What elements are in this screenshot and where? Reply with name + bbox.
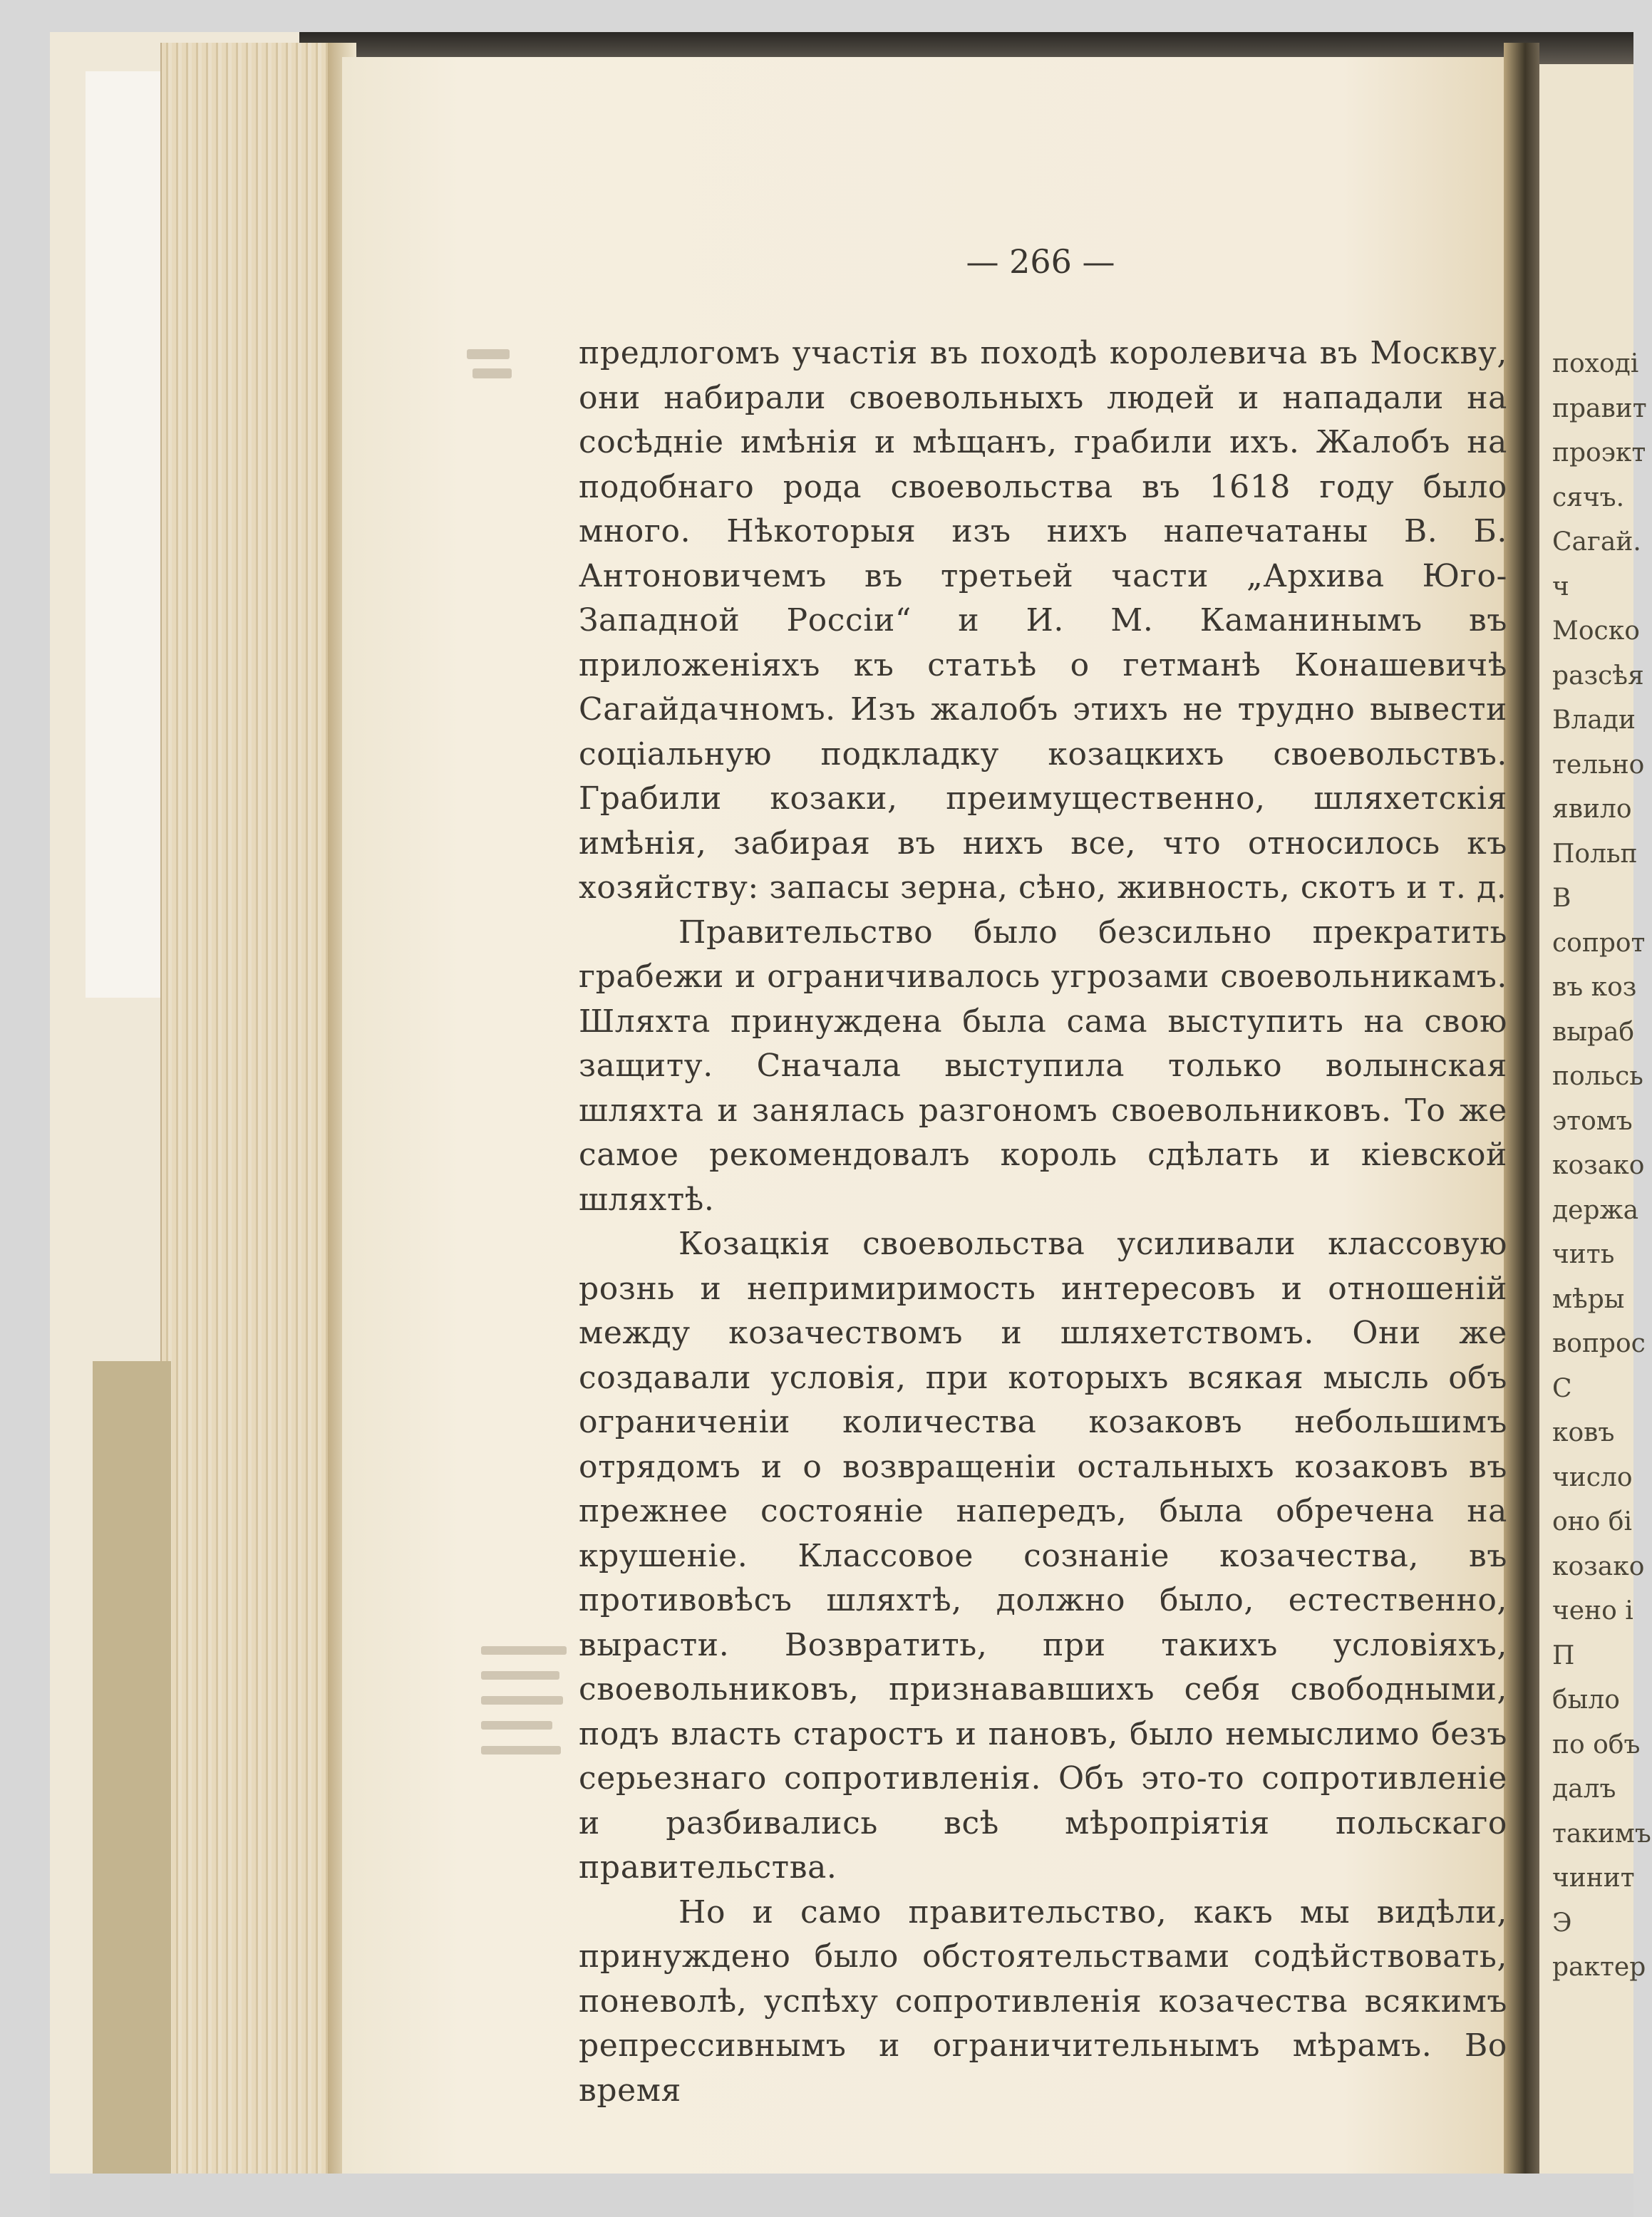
facing-page-line: Польп (1552, 839, 1638, 869)
facing-page-line: Влади (1552, 706, 1636, 735)
facing-page-line: такимъ (1552, 1819, 1651, 1849)
paragraph: Козацкія своевольства усиливали классовую рознь и непримиримость интересовъ и отношеній между козачествомъ и шляхетствомъ. Они же создавали условія, при которыхъ всякая мысль объ ограниченіи количества козаковъ небольшимъ отрядомъ и о возвращеніи остальныхъ козаковъ въ прежнее состояніе напередъ, была обречена на крушеніе. Классовое сознаніе козачества, въ противовѣсъ шляхтѣ, должно было, естественно, вырасти. Возвратить, при такихъ условіяхъ, своевольниковъ, признававшихъ себя свободными, подъ власть старостъ и пановъ, было немыслимо безъ серьезнаго сопротивленія. Объ это-то сопротивленіе и разбивались всѣ мѣропріятія польскаго правительства. (579, 1226, 1507, 1886)
paragraph: Но и само правительство, какъ мы видѣли, принуждено было обстоятельствами содѣйствовать, поневолѣ, успѣху сопротивленія козачества всякимъ репрессивнымъ и ограничительнымъ мѣрамъ. Во время (579, 1893, 1507, 2109)
facing-page-line: мѣры (1552, 1284, 1625, 1314)
facing-page-line: оно бі (1552, 1507, 1632, 1536)
facing-page-line: чить (1552, 1240, 1615, 1269)
paragraph: предлогомъ участія въ походѣ королевича въ Москву, они набирали своевольныхъ людей и нападали на сосѣдніе имѣнія и мѣщанъ, грабили ихъ. Жалобъ на подобнаго рода своевольства въ 1618 году было много. Нѣкоторыя изъ нихъ напечатаны В. Б. Антоновичемъ въ третьей части „Архива Юго-Западной Россіи“ и И. М. Каманинымъ въ приложеніяхъ къ статьѣ о гетманѣ Конашевичѣ Сагайдачномъ. Изъ жалобъ этихъ не трудно вывести соціальную подкладку козацкихъ своевольствъ. Грабили козаки, преимущественно, шляхетскія имѣнія, забирая въ нихъ все, что относилось къ хозяйству: запасы зерна, сѣно, живность, скотъ и т. д. (579, 335, 1507, 906)
facing-page-line: разсѣя (1552, 661, 1644, 691)
left-background-paper (86, 71, 171, 998)
facing-page-line: было (1552, 1685, 1620, 1715)
facing-page-line: Сагай. (1552, 527, 1641, 557)
facing-page-line: число (1552, 1462, 1633, 1492)
facing-page-line: чинит (1552, 1864, 1635, 1893)
facing-page-line: правит (1552, 393, 1647, 423)
margin-bleedthrough-mark (467, 346, 517, 388)
page-body (579, 331, 1507, 2113)
facing-page-line: П (1552, 1640, 1575, 1670)
margin-bleedthrough-mark (481, 1639, 570, 1782)
facing-page-line: въ коз (1552, 973, 1637, 1002)
facing-page-line: чено і (1552, 1596, 1633, 1626)
facing-page-line: В (1552, 884, 1571, 913)
paragraph: Правительство было безсильно прекратить грабежи и ограничивалось угрозами своевольникамъ. Шляхта принуждена была сама выступить на свою защиту. Сначала выступила только волынская шляхта и занялась разгономъ своевольниковъ. То же самое рекомендовалъ король сдѣлать и кіевской шляхтѣ. (579, 914, 1507, 1218)
facing-page-line: явило (1552, 795, 1632, 824)
facing-page-line: польсь (1552, 1062, 1643, 1091)
book-page-edges (160, 43, 347, 2174)
facing-page-line: этомъ (1552, 1106, 1633, 1136)
facing-page-line: рактер (1552, 1953, 1646, 1982)
book-gutter (1504, 43, 1539, 2177)
facing-page-line: по объ (1552, 1730, 1641, 1759)
facing-page-line: С (1552, 1373, 1572, 1403)
facing-page-line: поході (1552, 349, 1639, 378)
facing-page-line: сопрот (1552, 928, 1646, 958)
facing-page-line: Моско (1552, 616, 1640, 646)
facing-page-line: тельно (1552, 750, 1645, 780)
facing-page-line: далъ (1552, 1774, 1616, 1804)
facing-page-line: выраб (1552, 1017, 1635, 1047)
facing-page-line: сячъ. (1552, 482, 1625, 512)
facing-page-line: держа (1552, 1195, 1639, 1225)
facing-page-line: ч (1552, 572, 1569, 601)
page-number: — 266 — (966, 242, 1115, 281)
facing-page-line: козако (1552, 1551, 1645, 1581)
left-background-cover (93, 1361, 171, 2174)
scan-bottom-margin (50, 2174, 1633, 2217)
facing-page-line: ковъ (1552, 1418, 1615, 1447)
facing-page-line: вопрос (1552, 1329, 1646, 1358)
facing-page-line: проэкт (1552, 438, 1646, 467)
facing-page-line: Э (1552, 1908, 1572, 1938)
facing-page-line: козако (1552, 1151, 1645, 1180)
